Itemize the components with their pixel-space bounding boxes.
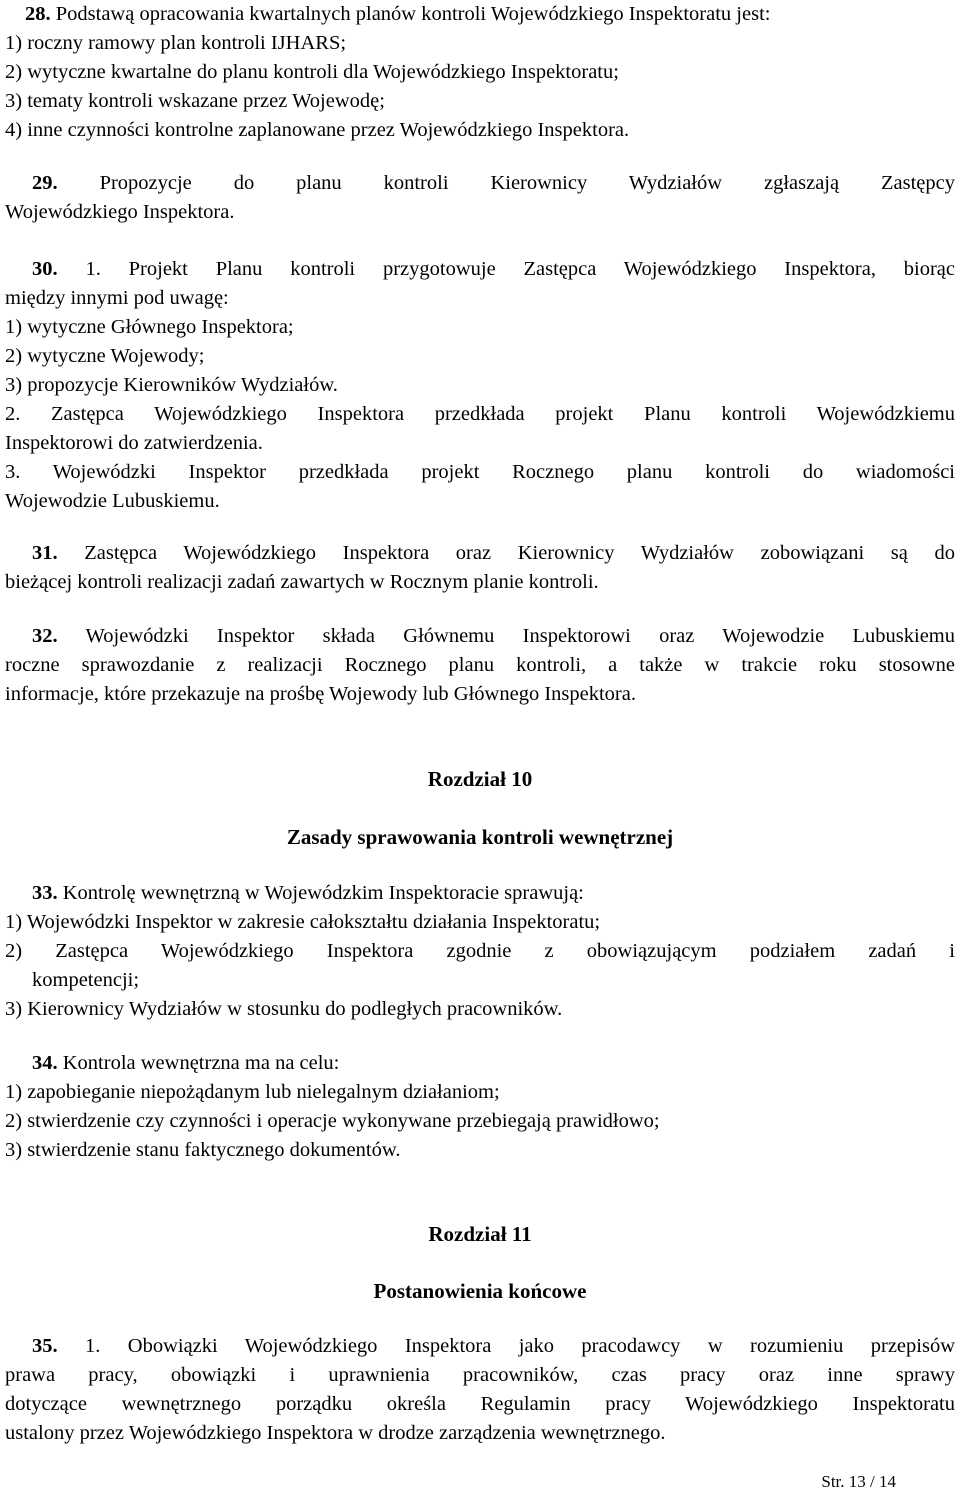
- section-number: 28.: [25, 3, 51, 25]
- section-text: Projekt Planu kontroli przygotowuje Zastępca Wojewódzkiego Inspektora, biorąc: [128, 258, 956, 280]
- list-item: 3) Kierownicy Wydziałów w stosunku do podległych pracowników.: [5, 998, 563, 1020]
- section-number: 32.: [32, 625, 58, 647]
- section-text: Podstawą opracowania kwartalnych planów kontroli Wojewódzkiego Inspektoratu jest:: [55, 3, 771, 25]
- section-34: [5, 1049, 955, 1165]
- chapter-title: Rozdział 10: [427, 767, 533, 791]
- section-31-line1: [5, 539, 955, 568]
- chapter-subtitle: Zasady sprawowania kontroli wewnętrznej: [286, 825, 674, 849]
- section-number: 35.: [32, 1335, 58, 1357]
- section-32: [5, 622, 955, 709]
- section-33-intro: [5, 879, 955, 908]
- section-text: Wojewódzki Inspektor składa Głównemu Inspektorowi oraz Wojewodzie Lubuskiemu: [85, 625, 956, 647]
- section-text: Propozycje do planu kontroli Kierownicy Wydziałów zgłaszają Zastępcy: [99, 172, 956, 194]
- section-30: [5, 255, 955, 516]
- section-text: 1. Obowiązki Wojewódzkiego Inspektora jako pracodawcy w rozumieniu przepisów: [85, 1335, 956, 1357]
- list-item: 4) inne czynności kontrolne zaplanowane przez Wojewódzkiego Inspektora.: [5, 119, 630, 141]
- section-number: 34.: [32, 1052, 58, 1074]
- list-item: 3) propozycje Kierowników Wydziałów.: [5, 374, 338, 396]
- section-35-line4: ustalony przez Wojewódzkiego Inspektora w drodze zarządzenia wewnętrznego.: [5, 1422, 666, 1444]
- chapter-subtitle: Postanowienia końcowe: [373, 1279, 587, 1303]
- list-item: 1) roczny ramowy plan kontroli IJHARS;: [5, 32, 347, 54]
- section-29: [5, 169, 955, 227]
- section-32-line1: [5, 622, 955, 651]
- list-item: 2) wytyczne Wojewody;: [5, 345, 205, 367]
- list-item-continuation: kompetencji;: [32, 969, 140, 991]
- list-item: 1) zapobieganie niepożądanym lub nielegalnym działaniom;: [5, 1081, 500, 1103]
- section-30-p2-line1: 2. Zastępca Wojewódzkiego Inspektora przedkłada projekt Planu kontroli Wojewódzkiemu: [5, 403, 955, 425]
- section-35: [5, 1332, 955, 1448]
- section-number: 30.: [32, 258, 58, 280]
- list-item: 3) stwierdzenie stanu faktycznego dokumentów.: [5, 1139, 401, 1161]
- section-28: [5, 0, 955, 145]
- section-number: 33.: [32, 882, 58, 904]
- list-item: 1) wytyczne Głównego Inspektora;: [5, 316, 294, 338]
- section-text: Kontrolę wewnętrzną w Wojewódzkim Inspektoracie sprawują:: [62, 882, 584, 904]
- paragraph-number: 1.: [85, 258, 101, 280]
- section-30-p3-line2: Wojewodzie Lubuskiemu.: [5, 490, 220, 512]
- section-30-line2: między innymi pod uwagę:: [5, 287, 229, 309]
- list-item: 1) Wojewódzki Inspektor w zakresie całokształtu działania Inspektoratu;: [5, 911, 601, 933]
- list-item: 3) tematy kontroli wskazane przez Wojewodę;: [5, 90, 385, 112]
- section-number: 29.: [32, 172, 58, 194]
- page-number: Str. 13 / 14: [821, 1472, 896, 1491]
- chapter-title: Rozdział 11: [428, 1222, 532, 1246]
- section-29-line2: Wojewódzkiego Inspektora.: [5, 201, 235, 223]
- section-35-line1: [5, 1332, 955, 1361]
- section-text: Kontrola wewnętrzna ma na celu:: [62, 1052, 340, 1074]
- section-28-intro: [5, 0, 955, 29]
- list-item: 2) Zastępca Wojewódzkiego Inspektora zgodnie z obowiązującym podziałem zadań i: [5, 940, 955, 962]
- section-33: [5, 879, 955, 1024]
- section-number: 31.: [32, 542, 58, 564]
- section-35-line2: prawa pracy, obowiązki i uprawnienia pracowników, czas pracy oraz inne sprawy: [5, 1364, 955, 1386]
- section-30-line1: [5, 255, 955, 284]
- section-text: Zastępca Wojewódzkiego Inspektora oraz Kierownicy Wydziałów zobowiązani są do: [84, 542, 955, 564]
- list-item: 2) wytyczne kwartalne do planu kontroli dla Wojewódzkiego Inspektoratu;: [5, 61, 619, 83]
- section-32-line2: roczne sprawozdanie z realizacji Rocznego planu kontroli, a także w trakcie roku stosowne: [5, 654, 955, 676]
- section-31: [5, 539, 955, 597]
- section-32-line3: informacje, które przekazuje na prośbę Wojewody lub Głównego Inspektora.: [5, 683, 636, 705]
- section-35-line3: dotyczące wewnętrznego porządku określa Regulamin pracy Wojewódzkiego Inspektoratu: [5, 1393, 955, 1415]
- section-34-intro: [5, 1049, 955, 1078]
- section-31-line2: bieżącej kontroli realizacji zadań zawartych w Rocznym planie kontroli.: [5, 571, 599, 593]
- section-30-p3-line1: 3. Wojewódzki Inspektor przedkłada projekt Rocznego planu kontroli do wiadomości: [5, 461, 955, 483]
- section-29-line1: [5, 169, 955, 198]
- list-item: 2) stwierdzenie czy czynności i operacje wykonywane przebiegają prawidłowo;: [5, 1110, 660, 1132]
- section-30-p2-line2: Inspektorowi do zatwierdzenia.: [5, 432, 263, 454]
